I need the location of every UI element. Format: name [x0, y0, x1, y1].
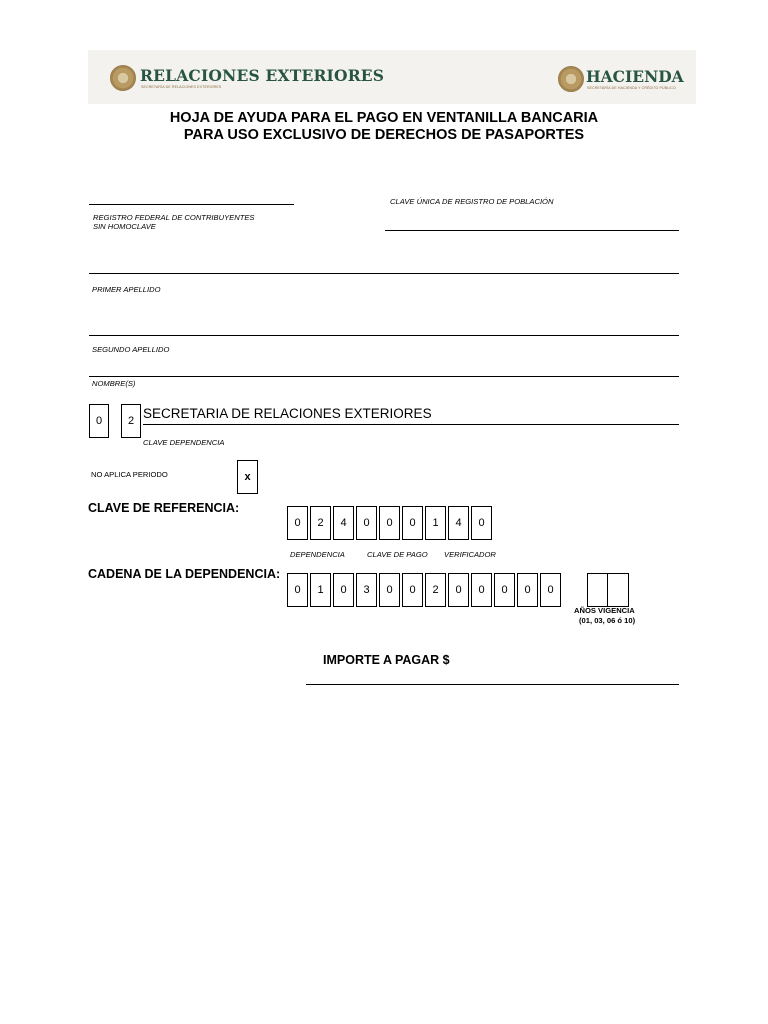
- sre-seal-icon: [110, 65, 136, 91]
- no-aplica-periodo-label: NO APLICA PERIODO: [91, 470, 168, 479]
- digit-text: 2: [432, 584, 439, 596]
- importe-label: IMPORTE A PAGAR $: [323, 653, 450, 667]
- digit-text: 0: [524, 584, 531, 596]
- digit-text: 0: [409, 584, 416, 596]
- digit-text: 1: [317, 584, 324, 596]
- hacienda-logo-subtext: SECRETARÍA DE HACIENDA Y CRÉDITO PÚBLICO: [587, 86, 677, 90]
- clave-referencia-label: CLAVE DE REFERENCIA:: [88, 501, 240, 515]
- segundo-apellido-underline: [89, 335, 679, 336]
- dependencia-name: SECRETARIA DE RELACIONES EXTERIORES: [143, 406, 432, 421]
- primer-apellido-underline: [89, 273, 679, 274]
- nombres-underline: [89, 376, 679, 377]
- cadena-digit: [356, 573, 377, 607]
- nombres-field[interactable]: [89, 356, 679, 376]
- rfc-field[interactable]: [89, 186, 294, 206]
- cadena-digit: [402, 573, 423, 607]
- vigencia-label-line1: AÑOS VIGENCIA: [574, 606, 635, 615]
- cadena-digit: [540, 573, 561, 607]
- digit-text: 0: [294, 584, 301, 596]
- vigencia-label-line2: (01, 03, 06 ó 10): [579, 616, 636, 625]
- referencia-digit: [356, 506, 377, 540]
- rfc-label-line2: SIN HOMOCLAVE: [93, 222, 156, 231]
- referencia-digit: [471, 506, 492, 540]
- curp-label: CLAVE ÚNICA DE REGISTRO DE POBLACIÓN: [390, 197, 554, 206]
- digit-text: 0: [340, 584, 347, 596]
- page-title-line2: PARA USO EXCLUSIVO DE DERECHOS DE PASAPORTES: [183, 127, 585, 143]
- hacienda-seal-icon: [558, 66, 584, 92]
- sre-logo-text: RELACIONES EXTERIORES: [140, 66, 385, 85]
- vigencia-digits[interactable]: [587, 573, 629, 607]
- rfc-label-line1: REGISTRO FEDERAL DE CONTRIBUYENTES: [93, 213, 255, 222]
- referencia-digit: [287, 506, 308, 540]
- primer-apellido-field[interactable]: [89, 252, 679, 272]
- vigencia-digit-input[interactable]: [587, 573, 608, 607]
- digit-text: 1: [432, 517, 439, 529]
- dependencia-underline: [143, 424, 679, 425]
- digit-text: 0: [547, 584, 554, 596]
- digit-text: 0: [363, 517, 370, 529]
- cadena-digit: [517, 573, 538, 607]
- digit-text: 0: [478, 517, 485, 529]
- digit-text: 0: [294, 517, 301, 529]
- page-title-line1: HOJA DE AYUDA PARA EL PAGO EN VENTANILLA BANCARIA: [169, 110, 599, 126]
- digit-text: 2: [317, 517, 324, 529]
- cadena-dependencia-digits: [287, 573, 563, 607]
- curp-underline: [385, 230, 679, 231]
- digit-text: 3: [363, 584, 370, 596]
- dependencia-digit-box: [121, 404, 141, 438]
- hacienda-logo-text: HACIENDA: [586, 67, 684, 86]
- referencia-digit: [448, 506, 469, 540]
- cadena-digit: [287, 573, 308, 607]
- primer-apellido-label: PRIMER APELLIDO: [92, 285, 161, 294]
- segundo-apellido-field[interactable]: [89, 314, 679, 334]
- cadena-digit: [333, 573, 354, 607]
- digit-text: 4: [455, 517, 462, 529]
- digit-text: 0: [478, 584, 485, 596]
- referencia-digit: [333, 506, 354, 540]
- digit-text: 0: [409, 517, 416, 529]
- dependencia-digit: 0: [95, 415, 103, 427]
- cadena-dependencia-label: CADENA DE LA DEPENDENCIA:: [88, 567, 281, 581]
- clave-dependencia-label: CLAVE DEPENDENCIA: [143, 438, 225, 447]
- cadena-digit: [471, 573, 492, 607]
- dependencia-digit: 2: [127, 415, 135, 427]
- rfc-underline: [89, 204, 294, 205]
- cadena-digit: [494, 573, 515, 607]
- sre-logo-subtext: SECRETARÍA DE RELACIONES EXTERIORES: [141, 85, 222, 89]
- referencia-digit: [310, 506, 331, 540]
- dependencia-digit-box: [89, 404, 109, 438]
- importe-underline: [306, 684, 679, 685]
- no-aplica-periodo-checkbox[interactable]: [237, 460, 258, 494]
- nombres-label: NOMBRE(S): [92, 379, 136, 388]
- vigencia-digit-input[interactable]: [608, 573, 629, 607]
- segundo-apellido-label: SEGUNDO APELLIDO: [92, 345, 170, 354]
- cadena-digit: [448, 573, 469, 607]
- sub-label-verificador: VERIFICADOR: [444, 550, 496, 559]
- cadena-digit: [379, 573, 400, 607]
- referencia-digit: [402, 506, 423, 540]
- curp-field[interactable]: [385, 210, 679, 230]
- digit-text: 0: [455, 584, 462, 596]
- importe-field[interactable]: [306, 664, 679, 684]
- sub-label-clave-pago: CLAVE DE PAGO: [367, 550, 428, 559]
- digit-text: 0: [386, 584, 393, 596]
- digit-text: 4: [340, 517, 347, 529]
- referencia-digit: [425, 506, 446, 540]
- cadena-digit: [310, 573, 331, 607]
- cadena-digit: [425, 573, 446, 607]
- referencia-digit: [379, 506, 400, 540]
- sub-label-dependencia: DEPENDENCIA: [290, 550, 345, 559]
- clave-referencia-digits: [287, 506, 494, 540]
- digit-text: 0: [501, 584, 508, 596]
- checkbox-mark: x: [244, 471, 251, 483]
- digit-text: 0: [386, 517, 393, 529]
